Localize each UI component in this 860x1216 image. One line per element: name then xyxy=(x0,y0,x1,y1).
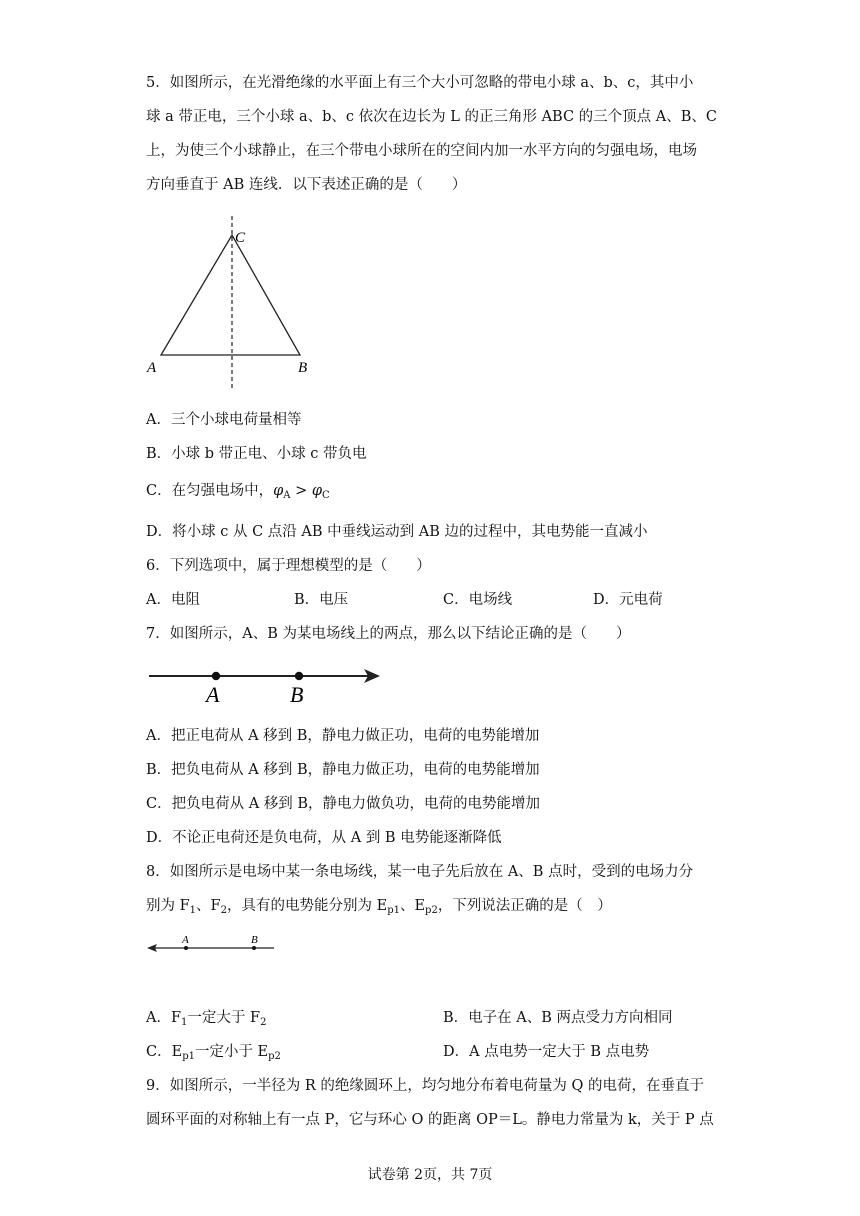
q5-stem-line-1: 5．如图所示，在光滑绝缘的水平面上有三个大小可忽略的带电小球 a、b、c，其中小 xyxy=(146,75,694,91)
vertex-label-c: C xyxy=(235,230,246,246)
point-label-b: B xyxy=(290,682,304,707)
q7-option-d: D．不论正电荷还是负电荷，从 A 到 B 电势能逐渐降低 xyxy=(146,830,502,846)
q5-stem-line-3: 上，为使三个小球静止，在三个带电小球所在的空间内加一水平方向的匀强电场，电场 xyxy=(146,143,697,159)
q8-option-c: C．$E_{p1}$一定小于 $E_{p2}$ xyxy=(146,1044,281,1062)
q7-option-b: B．把负电荷从 A 移到 B，静电力做正功，电荷的电势能增加 xyxy=(146,762,540,778)
q8-stem-line-1: 8．如图所示是电场中某一条电场线，某一电子先后放在 A、B 点时，受到的电场力分 xyxy=(146,864,694,880)
point-label-b: B xyxy=(251,934,258,946)
q5-stem-line-4: 方向垂直于 AB 连线．以下表述正确的是（ ） xyxy=(146,177,467,193)
point-b xyxy=(252,946,256,950)
point-a xyxy=(184,946,188,950)
q5-option-a: A．三个小球电荷量相等 xyxy=(146,412,302,428)
triangle-abc xyxy=(161,235,300,355)
q5-triangle-figure xyxy=(140,212,320,392)
q9-stem-line-1: 9．如图所示，一半径为 R 的绝缘圆环上，均匀地分布着电荷量为 Q 的电荷，在垂直于 xyxy=(146,1078,704,1094)
q8-field-line-figure xyxy=(146,930,276,960)
q7-field-line-figure xyxy=(146,660,386,708)
q9-stem-line-2: 圆环平面的对称轴上有一点 P，它与环心 O 的距离 OP＝L。静电力常量为 k，关于 P 点 xyxy=(146,1112,714,1128)
q5-option-c: C．在匀强电场中，$\varphi_A > \varphi_C$ xyxy=(146,483,330,501)
q7-option-a: A．把正电荷从 A 移到 B，静电力做正功，电荷的电势能增加 xyxy=(146,728,540,744)
q8-stem-line-2: 别为 $F_1$、$F_2$，具有的电势能分别为 $E_{p1}$、$E_{p2}$，下列说法正确的是（ ） xyxy=(146,898,612,916)
q7-stem: 7．如图所示，A、B 为某电场线上的两点，那么以下结论正确的是（ ） xyxy=(146,626,631,642)
q7-option-c: C．把负电荷从 A 移到 B，静电力做负功，电荷的电势能增加 xyxy=(146,796,541,812)
q5-option-b: B．小球 b 带正电、小球 c 带负电 xyxy=(146,446,367,462)
vertex-label-b: B xyxy=(298,360,308,376)
q6-option-a: A．电阻 xyxy=(146,592,200,608)
point-label-a: A xyxy=(206,682,220,707)
q8-option-a: A．$F_1$一定大于 $F_2$ xyxy=(146,1010,267,1028)
point-label-a: A xyxy=(182,934,189,946)
q6-option-c: C．电场线 xyxy=(443,592,513,608)
q6-option-b: B．电压 xyxy=(294,592,349,608)
q5-stem-line-2: 球 a 带正电，三个小球 a、b、c 依次在边长为 L 的正三角形 ABC 的三个顶点 A、B、C xyxy=(146,109,718,125)
point-a xyxy=(212,672,220,680)
q5-option-d: D．将小球 c 从 C 点沿 AB 中垂线运动到 AB 边的过程中，其电势能一直减小 xyxy=(146,524,648,540)
q6-stem: 6．下列选项中，属于理想模型的是（ ） xyxy=(146,558,431,574)
q6-option-d: D．元电荷 xyxy=(593,592,663,608)
point-b xyxy=(295,672,303,680)
vertex-label-a: A xyxy=(147,360,157,376)
page-footer: 试卷第 2页，共 7页 xyxy=(367,1167,493,1183)
q8-option-b: B．电子在 A、B 两点受力方向相同 xyxy=(443,1010,673,1026)
q8-option-d: D．A 点电势一定大于 B 点电势 xyxy=(443,1044,650,1060)
